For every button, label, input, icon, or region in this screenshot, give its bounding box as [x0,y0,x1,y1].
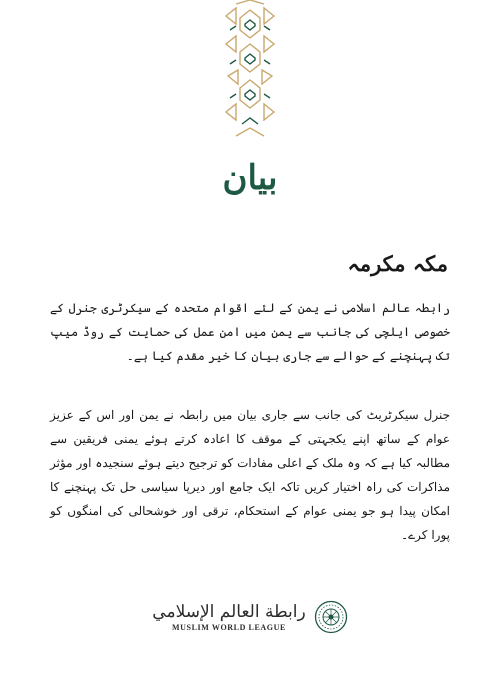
body-paragraph-2: جنرل سیکرٹریٹ کی جانب سے جاری بیان میں رابطہ نے یمن اور اس کے عزیز عوام کے ساتھ اپنے یکجہتی کے موقف کا اعادہ کرتے ہوئے یمنی فریقین سے مطالبہ کیا ہے کہ وہ ملک کے اعلی مفادات کو ترجیح دیتے ہوئے سنجیدہ اور مؤثر مذاکرات کی راہ اختیار کریں تاکہ ایک جامع اور دیرپا سیاسی حل تک پہنچنے کا امکان پیدا ہو جو یمنی عوام کے استحکام، ترقی اور خوشحالی کی امنگوں کو پورا کرے۔ [50,408,451,542]
location-heading: مکہ مکرمہ [347,251,448,276]
logo-arabic-text: رابطة العالم الإسلامي [152,601,306,622]
body-paragraph-1: رابطہ عالم اسلامی نے یمن کے لئے اقوام متحدہ کے سیکرٹری جنرل کے خصوصی ایلچی کی جانب سے یمن میں امن عمل کی حمایت کے روڈ میپ تک پہنچنے کے حوالے سے جاری بیان کا خیر مقدم کیا ہے۔ [50,301,450,363]
muslim-world-league-logo [0,600,500,634]
page-title: بیان [222,158,278,198]
league-emblem-icon [314,600,348,634]
logo-english-text: MUSLIM WORLD LEAGUE [172,623,286,633]
geometric-ornament-icon [222,0,278,142]
logo-text [152,602,305,632]
